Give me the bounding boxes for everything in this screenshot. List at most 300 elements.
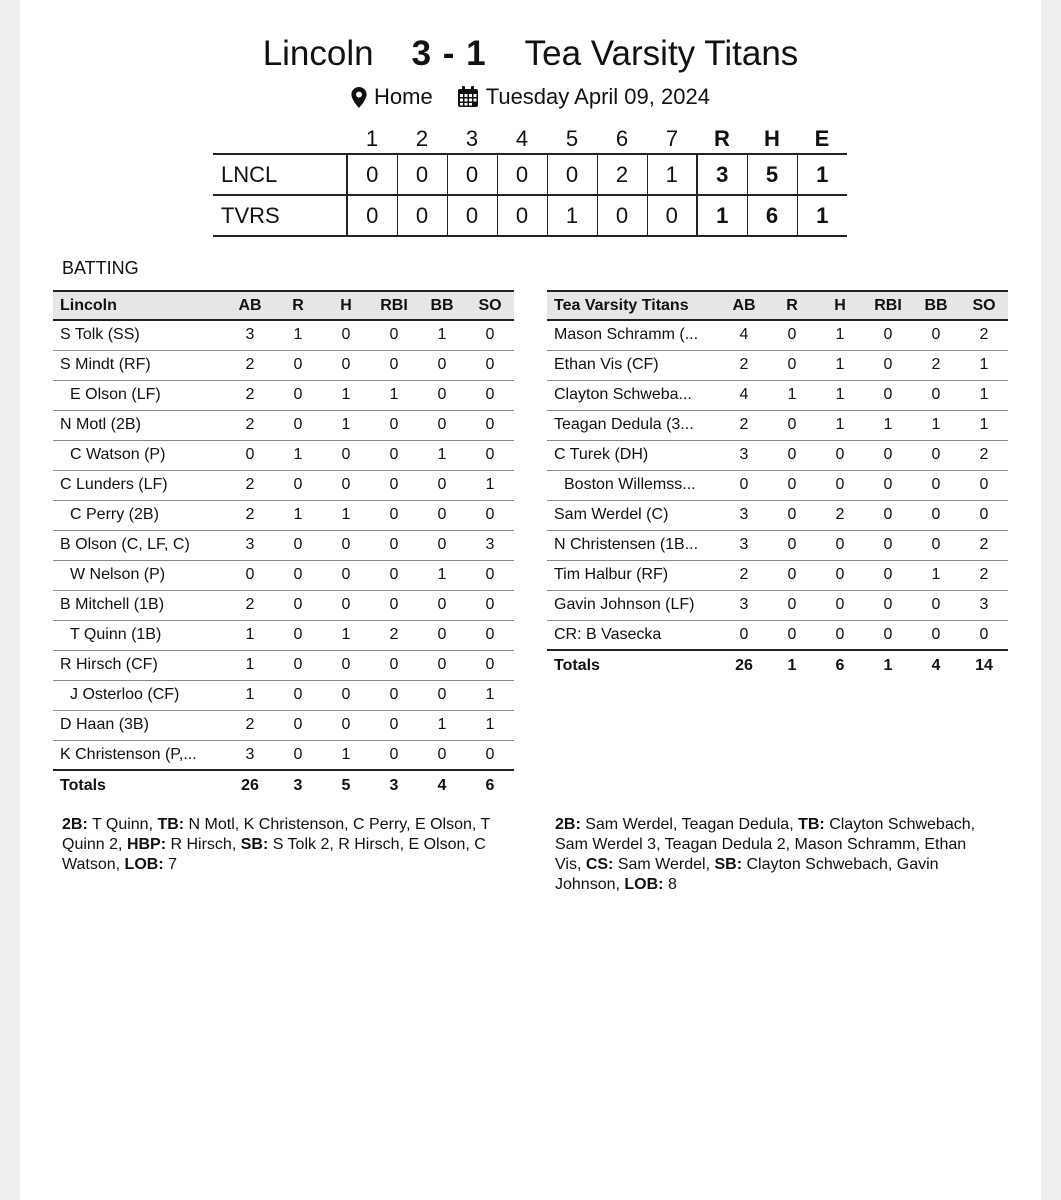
away-team-name: Tea Varsity Titans	[524, 34, 799, 73]
home-batting-notes	[62, 815, 517, 875]
note-text: 8	[663, 876, 677, 893]
batter-stat: 0	[322, 650, 370, 680]
totals-stat: 6	[485, 776, 495, 794]
batter-stat: 0	[274, 680, 322, 710]
home-team-name: Lincoln	[262, 34, 374, 73]
batter-stat: 0	[274, 530, 322, 560]
batter-stat: 1	[960, 350, 1008, 380]
batter-stat: 1	[418, 440, 466, 470]
inning-header: 3	[465, 125, 479, 151]
batter-name: W Nelson (P)	[53, 560, 226, 590]
batter-stat: 3	[226, 740, 274, 770]
batter-stat: 2	[960, 320, 1008, 350]
note-text: Clayton Schwebach, Gavin Johnson,	[555, 856, 939, 893]
inning-runs: 0	[347, 195, 397, 236]
stat-column-header: BB	[924, 296, 948, 314]
batter-stat: 0	[274, 590, 322, 620]
batter-stat: 0	[370, 470, 418, 500]
team-column-header: Lincoln	[60, 296, 117, 314]
away-batting-table	[547, 290, 1008, 680]
note-label: TB:	[157, 816, 185, 833]
stat-column-header: AB	[732, 296, 756, 314]
stat-column-header: SO	[972, 296, 996, 314]
note-label: CS:	[585, 856, 614, 873]
batter-stat: 0	[960, 620, 1008, 650]
note-text: Clayton Schwebach, Sam Werdel 3, Teagan Dedula 2, Mason Schramm, Ethan Vis,	[555, 816, 976, 873]
batter-stat: 0	[274, 560, 322, 590]
batter-stat: 0	[466, 560, 514, 590]
batter-stat: 1	[226, 650, 274, 680]
batter-name: C Watson (P)	[53, 440, 226, 470]
batter-stat: 2	[226, 410, 274, 440]
batter-row	[53, 650, 514, 680]
batter-name: Teagan Dedula (3...	[547, 410, 720, 440]
batter-stat: 0	[768, 410, 816, 440]
stat-column-header: BB	[430, 296, 454, 314]
batter-stat: 0	[864, 590, 912, 620]
note-text: R Hirsch,	[166, 836, 241, 853]
note-label: LOB:	[624, 876, 664, 893]
inning-runs: 0	[497, 154, 547, 195]
batter-stat: 2	[960, 530, 1008, 560]
batter-name: B Olson (C, LF, C)	[53, 530, 226, 560]
batter-stat: 3	[720, 440, 768, 470]
stat-column-header: H	[834, 296, 846, 314]
stat-column-header: H	[340, 296, 352, 314]
batter-stat: 0	[274, 410, 322, 440]
batter-stat: 0	[322, 590, 370, 620]
map-pin-icon	[351, 87, 367, 108]
batter-stat: 1	[226, 620, 274, 650]
totals-stat: 6	[835, 656, 845, 674]
batter-stat: 0	[768, 620, 816, 650]
batter-stat: 1	[816, 320, 864, 350]
batter-stat: 0	[912, 530, 960, 560]
batter-stat: 0	[466, 440, 514, 470]
batter-stat: 0	[418, 350, 466, 380]
batter-row	[547, 320, 1008, 350]
batter-name: C Perry (2B)	[53, 500, 226, 530]
batter-stat: 0	[960, 500, 1008, 530]
batter-stat: 0	[864, 470, 912, 500]
batter-stat: 4	[720, 320, 768, 350]
batter-stat: 1	[816, 350, 864, 380]
batter-name: K Christenson (P,...	[53, 740, 226, 770]
total-hits: 5	[747, 154, 797, 195]
batter-row	[53, 350, 514, 380]
stat-column-header: RBI	[874, 296, 902, 314]
batter-stat: 0	[370, 590, 418, 620]
batter-name: N Christensen (1B...	[547, 530, 720, 560]
batter-stat: 0	[418, 530, 466, 560]
batter-stat: 0	[720, 620, 768, 650]
batter-stat: 1	[322, 740, 370, 770]
totals-stat: 14	[975, 656, 993, 674]
batter-name: D Haan (3B)	[53, 710, 226, 740]
batter-stat: 1	[466, 470, 514, 500]
inning-runs: 0	[647, 195, 697, 236]
linescore-team-abbr: TVRS	[221, 202, 280, 228]
batter-stat: 0	[370, 500, 418, 530]
batter-stat: 0	[418, 650, 466, 680]
batter-stat: 0	[768, 440, 816, 470]
batter-row	[547, 530, 1008, 560]
batter-stat: 3	[720, 530, 768, 560]
batter-stat: 0	[370, 440, 418, 470]
note-label: LOB:	[124, 856, 164, 873]
totals-label: Totals	[554, 656, 600, 674]
batter-stat: 3	[466, 530, 514, 560]
batter-stat: 1	[226, 680, 274, 710]
batter-stat: 0	[466, 590, 514, 620]
batter-stat: 0	[466, 620, 514, 650]
batter-name: Mason Schramm (...	[547, 320, 720, 350]
batter-stat: 3	[226, 530, 274, 560]
home-batting-table	[53, 290, 514, 800]
batter-stat: 0	[816, 530, 864, 560]
note-text: S Tolk 2, R Hirsch, E Olson, C Watson,	[62, 836, 486, 873]
note-label: 2B:	[555, 816, 581, 833]
batter-stat: 1	[864, 410, 912, 440]
batter-name: Clayton Schweba...	[547, 380, 720, 410]
batter-stat: 4	[720, 380, 768, 410]
batter-stat: 0	[418, 380, 466, 410]
batter-stat: 0	[370, 350, 418, 380]
batter-stat: 1	[816, 380, 864, 410]
batter-stat: 1	[274, 320, 322, 350]
batter-stat: 0	[418, 740, 466, 770]
inning-header: 6	[615, 125, 629, 151]
batter-stat: 0	[274, 650, 322, 680]
batter-row	[547, 410, 1008, 440]
batter-stat: 0	[274, 710, 322, 740]
batter-stat: 0	[322, 680, 370, 710]
team-column-header: Tea Varsity Titans	[554, 296, 689, 314]
batter-stat: 0	[370, 680, 418, 710]
total-errors: 1	[797, 195, 847, 236]
batter-row	[53, 680, 514, 710]
batter-stat: 2	[370, 620, 418, 650]
note-label: SB:	[714, 856, 743, 873]
batter-stat: 0	[864, 620, 912, 650]
batter-stat: 2	[720, 560, 768, 590]
totals-stat: 1	[883, 656, 893, 674]
totals-stat: 1	[787, 656, 797, 674]
batter-stat: 0	[322, 350, 370, 380]
batter-stat: 0	[768, 560, 816, 590]
batter-row	[53, 590, 514, 620]
note-label: SB:	[240, 836, 269, 853]
totals-stat: 5	[341, 776, 351, 794]
batter-stat: 2	[912, 350, 960, 380]
batter-row	[53, 500, 514, 530]
batter-row	[547, 590, 1008, 620]
totals-row	[53, 770, 514, 800]
batter-stat: 0	[816, 560, 864, 590]
batter-stat: 0	[816, 620, 864, 650]
batter-stat: 0	[322, 440, 370, 470]
batter-row	[547, 500, 1008, 530]
totals-stat: 3	[293, 776, 303, 794]
batter-stat: 0	[418, 410, 466, 440]
total-runs: 3	[697, 154, 747, 195]
date	[457, 84, 710, 110]
linescore-team-abbr: LNCL	[221, 161, 278, 187]
batter-stat: 0	[864, 320, 912, 350]
batter-name: B Mitchell (1B)	[53, 590, 226, 620]
batter-stat: 2	[720, 350, 768, 380]
batter-stat: 1	[768, 380, 816, 410]
batter-stat: 0	[768, 500, 816, 530]
batter-stat: 0	[960, 470, 1008, 500]
batter-stat: 1	[274, 500, 322, 530]
total-errors: 1	[797, 154, 847, 195]
note-label: HBP:	[126, 836, 167, 853]
batter-stat: 2	[226, 350, 274, 380]
inning-header: 4	[515, 125, 529, 151]
batter-stat: 1	[418, 320, 466, 350]
stat-column-header: RBI	[380, 296, 408, 314]
batter-stat: 1	[370, 380, 418, 410]
batter-stat: 0	[370, 410, 418, 440]
batter-name: N Motl (2B)	[53, 410, 226, 440]
batter-stat: 0	[466, 740, 514, 770]
batter-stat: 0	[768, 530, 816, 560]
batter-row	[53, 320, 514, 350]
totals-stat: 26	[735, 656, 753, 674]
batter-stat: 0	[466, 350, 514, 380]
inning-runs: 0	[497, 195, 547, 236]
batter-stat: 0	[370, 530, 418, 560]
batter-stat: 0	[274, 620, 322, 650]
batter-stat: 3	[720, 500, 768, 530]
batter-stat: 0	[370, 320, 418, 350]
batter-stat: 0	[466, 380, 514, 410]
batter-stat: 0	[864, 440, 912, 470]
batter-name: Boston Willemss...	[547, 470, 720, 500]
batter-stat: 0	[912, 590, 960, 620]
batter-stat: 0	[466, 500, 514, 530]
totals-row	[547, 650, 1008, 680]
inning-header: 1	[365, 125, 379, 151]
batter-stat: 0	[274, 350, 322, 380]
batter-row	[547, 620, 1008, 650]
batter-stat: 0	[226, 560, 274, 590]
batter-stat: 0	[816, 590, 864, 620]
batter-stat: 1	[466, 680, 514, 710]
batter-row	[53, 410, 514, 440]
note-text: N Motl, K Christenson, C Perry, E Olson, T Quinn 2,	[62, 816, 490, 853]
inning-runs: 0	[547, 154, 597, 195]
runs-header: R	[714, 125, 730, 151]
batter-stat: 0	[816, 440, 864, 470]
total-hits: 6	[747, 195, 797, 236]
batter-stat: 1	[418, 710, 466, 740]
batter-name: J Osterloo (CF)	[53, 680, 226, 710]
inning-header: 2	[415, 125, 429, 151]
totals-stat: 4	[437, 776, 447, 794]
batter-stat: 0	[912, 470, 960, 500]
location-text: Home	[374, 84, 433, 109]
inning-header: 5	[565, 125, 579, 151]
batter-stat: 0	[226, 440, 274, 470]
batter-stat: 1	[274, 440, 322, 470]
totals-label: Totals	[60, 776, 106, 794]
batter-stat: 0	[912, 500, 960, 530]
batter-stat: 2	[226, 470, 274, 500]
date-text: Tuesday April 09, 2024	[485, 84, 710, 109]
batter-stat: 2	[816, 500, 864, 530]
batter-stat: 0	[768, 470, 816, 500]
batter-stat: 0	[418, 620, 466, 650]
inning-runs: 2	[597, 154, 647, 195]
linescore-row	[213, 195, 847, 236]
batter-stat: 0	[370, 740, 418, 770]
batter-name: T Quinn (1B)	[53, 620, 226, 650]
batter-stat: 0	[322, 320, 370, 350]
batter-row	[547, 560, 1008, 590]
batter-row	[53, 530, 514, 560]
batter-stat: 0	[274, 740, 322, 770]
batter-stat: 0	[274, 470, 322, 500]
batter-row	[53, 710, 514, 740]
hits-header: H	[764, 125, 780, 151]
batter-row	[53, 380, 514, 410]
batter-name: Ethan Vis (CF)	[547, 350, 720, 380]
batter-stat: 0	[912, 440, 960, 470]
batter-row	[547, 350, 1008, 380]
batter-stat: 2	[226, 590, 274, 620]
batter-stat: 0	[322, 560, 370, 590]
batter-stat: 2	[960, 440, 1008, 470]
batter-stat: 2	[720, 410, 768, 440]
calendar-icon	[457, 86, 479, 108]
batter-name: R Hirsch (CF)	[53, 650, 226, 680]
batter-stat: 0	[864, 380, 912, 410]
batter-name: S Mindt (RF)	[53, 350, 226, 380]
totals-stat: 4	[931, 656, 941, 674]
batter-stat: 0	[322, 470, 370, 500]
batter-row	[547, 380, 1008, 410]
batter-stat: 0	[466, 410, 514, 440]
inning-runs: 0	[347, 154, 397, 195]
stat-column-header: AB	[238, 296, 262, 314]
batter-stat: 0	[418, 680, 466, 710]
batter-stat: 1	[418, 560, 466, 590]
batter-stat: 1	[960, 380, 1008, 410]
game-title	[0, 34, 1061, 74]
batter-row	[53, 470, 514, 500]
batter-stat: 3	[720, 590, 768, 620]
batter-stat: 0	[864, 560, 912, 590]
total-runs: 1	[697, 195, 747, 236]
totals-stat: 26	[241, 776, 259, 794]
away-batting-header	[547, 291, 1008, 320]
batter-name: CR: B Vasecka	[547, 620, 720, 650]
note-text: Sam Werdel, Teagan Dedula,	[580, 816, 799, 833]
batter-stat: 1	[322, 500, 370, 530]
linescore-table	[213, 124, 847, 237]
inning-runs: 1	[547, 195, 597, 236]
linescore-team-header	[213, 124, 347, 154]
away-batting-notes	[555, 815, 995, 895]
inning-runs: 0	[447, 154, 497, 195]
batter-stat: 0	[322, 710, 370, 740]
totals-stat: 3	[389, 776, 399, 794]
batter-stat: 0	[864, 350, 912, 380]
batter-name: Gavin Johnson (LF)	[547, 590, 720, 620]
inning-header: 7	[665, 125, 679, 151]
note-text: T Quinn,	[87, 816, 158, 833]
home-batting-header	[53, 291, 514, 320]
batter-name: S Tolk (SS)	[53, 320, 226, 350]
batter-stat: 0	[370, 650, 418, 680]
batting-section-label: BATTING	[62, 258, 139, 278]
batter-row	[547, 470, 1008, 500]
inning-runs: 0	[447, 195, 497, 236]
batter-stat: 0	[466, 320, 514, 350]
linescore-row	[213, 154, 847, 195]
batter-stat: 0	[418, 470, 466, 500]
batter-stat: 0	[912, 320, 960, 350]
batter-row	[53, 620, 514, 650]
batter-row	[53, 740, 514, 770]
note-text: 7	[163, 856, 177, 873]
batter-stat: 0	[768, 590, 816, 620]
inning-runs: 0	[597, 195, 647, 236]
batter-stat: 0	[274, 380, 322, 410]
batter-stat: 0	[768, 350, 816, 380]
batter-stat: 1	[322, 380, 370, 410]
batter-stat: 1	[960, 410, 1008, 440]
inning-runs: 1	[647, 154, 697, 195]
batter-stat: 0	[864, 530, 912, 560]
stat-column-header: R	[292, 296, 304, 314]
batter-stat: 2	[226, 710, 274, 740]
batter-stat: 3	[226, 320, 274, 350]
batter-stat: 1	[816, 410, 864, 440]
batter-stat: 1	[912, 410, 960, 440]
batter-stat: 0	[816, 470, 864, 500]
batter-name: C Lunders (LF)	[53, 470, 226, 500]
batter-stat: 0	[418, 590, 466, 620]
batter-stat: 1	[466, 710, 514, 740]
game-meta	[0, 84, 1061, 110]
batter-stat: 0	[912, 380, 960, 410]
batter-stat: 2	[960, 560, 1008, 590]
batter-stat: 0	[370, 710, 418, 740]
batter-name: Tim Halbur (RF)	[547, 560, 720, 590]
batter-name: E Olson (LF)	[53, 380, 226, 410]
note-text: Sam Werdel,	[613, 856, 715, 873]
batter-stat: 0	[466, 650, 514, 680]
linescore-header	[213, 124, 847, 154]
batter-stat: 0	[720, 470, 768, 500]
batter-row	[547, 440, 1008, 470]
batter-row	[53, 560, 514, 590]
note-label: 2B:	[62, 816, 88, 833]
location	[351, 84, 433, 110]
batter-stat: 1	[322, 620, 370, 650]
batter-stat: 2	[226, 500, 274, 530]
inning-runs: 0	[397, 154, 447, 195]
batter-stat: 1	[322, 410, 370, 440]
batter-stat: 0	[768, 320, 816, 350]
batter-stat: 1	[912, 560, 960, 590]
batter-row	[53, 440, 514, 470]
stat-column-header: SO	[478, 296, 502, 314]
batter-stat: 2	[226, 380, 274, 410]
